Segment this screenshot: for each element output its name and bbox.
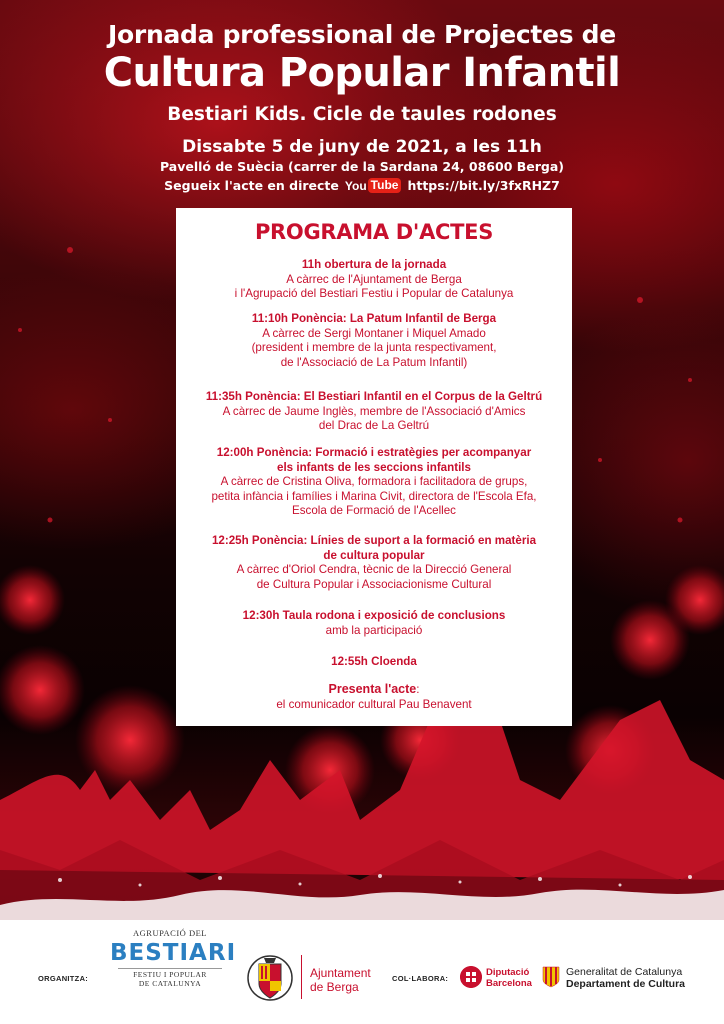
- program-item-detail: Escola de Formació de l'Acellec: [292, 504, 456, 518]
- stream-label: Segueix l'acte en directe: [164, 178, 339, 193]
- presenter-label: Presenta l'acte: [328, 682, 417, 696]
- program-item-detail: i l'Agrupació del Bestiari Festiu i Popular de Catalunya: [234, 287, 514, 301]
- program-item-detail: de Cultura Popular i Associacionisme Cultural: [256, 577, 492, 591]
- youtube-logo-icon: You Tube: [345, 178, 402, 193]
- event-date: Dissabte 5 de juny de 2021, a les 11h: [182, 137, 542, 157]
- program-item-heading: 11:10h Ponència: La Patum Infantil de Berga: [251, 312, 497, 325]
- program-item: [176, 390, 572, 434]
- program-item-detail: A càrrec de Cristina Oliva, formadora i facilitadora de grups,: [220, 475, 528, 489]
- program-item-heading: 12:00h Ponència: Formació i estratègies per acompanyar: [216, 446, 532, 459]
- presenter-name: el comunicador cultural Pau Benavent: [276, 697, 472, 711]
- program-item-detail: petita infància i famílies i Marina Civit, directora de l'Escola Efa,: [211, 489, 537, 503]
- program-item-heading: 12:25h Ponència: Línies de suport a la formació en matèria: [211, 534, 537, 547]
- program-item-detail: amb la participació: [325, 623, 423, 637]
- diputacio-logo-icon: [460, 966, 482, 988]
- program-item: [176, 258, 572, 302]
- bestiari-logo: AGRUPACIÓ DEL BESTIARI FESTIU I POPULAR DE CATALUNYA: [110, 928, 237, 988]
- presenter-block: Presenta l'acte: el comunicador cultural Pau Benavent: [176, 682, 572, 712]
- program-item-detail: de l'Associació de La Patum Infantil): [280, 355, 468, 369]
- footer: [0, 920, 724, 1024]
- program-item-heading: 11:35h Ponència: El Bestiari Infantil en el Corpus de la Geltrú: [205, 390, 543, 403]
- program-item-heading: 11h obertura de la jornada: [301, 258, 447, 271]
- program-title: PROGRAMA D'ACTES: [254, 220, 494, 244]
- stream-url-link[interactable]: https://bit.ly/3fxRHZ7: [407, 178, 560, 193]
- program-item-detail: A càrrec de Jaume Inglès, membre de l'Associació d'Amics: [222, 404, 526, 418]
- title-line-1: Jornada professional de Projectes de: [108, 20, 616, 49]
- berga-logo-text: Ajuntament de Berga: [310, 966, 371, 994]
- organitza-label: ORGANITZA:: [38, 974, 89, 983]
- program-item: [176, 655, 572, 670]
- berga-separator: [301, 955, 302, 999]
- program-item-detail: A càrrec de Sergi Montaner i Miquel Amado: [262, 326, 486, 340]
- program-item-detail: A càrrec de l'Ajuntament de Berga: [286, 272, 462, 286]
- program-item: [176, 609, 572, 638]
- program-item-heading: 12:55h Cloenda: [331, 655, 417, 668]
- diputacio-logo-text: Diputació Barcelona: [486, 967, 532, 989]
- program-item-heading: els infants de les seccions infantils: [277, 460, 471, 474]
- program-item-detail: (president i membre de la junta respectivament,: [251, 341, 497, 355]
- subtitle: Bestiari Kids. Cicle de taules rodones: [167, 104, 557, 125]
- program-panel: [176, 208, 572, 726]
- collabora-label: COL·LABORA:: [392, 974, 449, 983]
- program-item: [176, 534, 572, 592]
- program-item-detail: del Drac de La Geltrú: [318, 419, 430, 433]
- event-venue: Pavelló de Suècia (carrer de la Sardana 24, 08600 Berga): [159, 159, 565, 174]
- program-item: [176, 446, 572, 519]
- program-item-heading: de cultura popular: [323, 548, 425, 562]
- program-item: [176, 312, 572, 370]
- title-line-2: Cultura Popular Infantil: [103, 50, 621, 96]
- program-item-detail: A càrrec d'Oriol Cendra, tècnic de la Direcció General: [236, 563, 512, 577]
- generalitat-logo-icon: [542, 966, 560, 988]
- stream-line: [0, 178, 724, 193]
- program-item-heading: 12:30h Taula rodona i exposició de conclusions: [242, 609, 506, 622]
- generalitat-logo-text: Generalitat de Catalunya Departament de Cultura: [566, 966, 686, 990]
- berga-coat-of-arms-icon: [246, 950, 294, 1006]
